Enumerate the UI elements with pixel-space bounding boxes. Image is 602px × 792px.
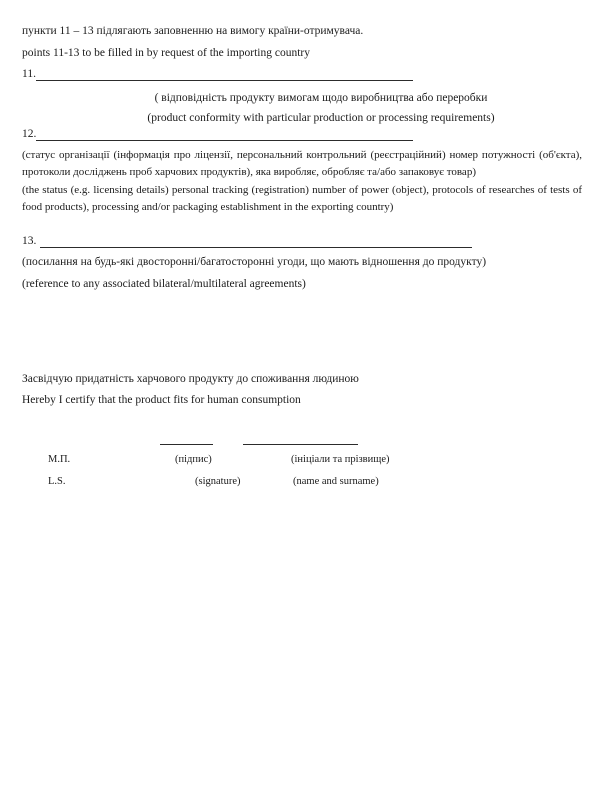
signature-caption-ua: (підпис)	[175, 454, 212, 465]
certification-ua: Засвідчую придатність харчового продукту до споживання людиною	[22, 373, 359, 385]
name-blank-field[interactable]	[243, 431, 358, 445]
item-12-caption-en: (the status (e.g. licensing details) personal tracking (registration) number of power (object), protocols of researches of tests of food products), processing and/or packaging establishment in the exporting country)	[22, 184, 582, 213]
item-11-caption-en: (product conformity with particular production or processing requirements)	[147, 112, 495, 124]
item-12-number: 12.	[22, 128, 37, 140]
certification-en: Hereby I certify that the product fits for human consumption	[22, 394, 301, 406]
note-en: points 11-13 to be filled in by request of the importing country	[22, 47, 310, 59]
item-11-caption-ua: ( відповідність продукту вимогам щодо виробництва або переробки	[154, 92, 488, 104]
item-13-row	[22, 234, 472, 248]
item-13-caption-en: (reference to any associated bilateral/multilateral agreements)	[22, 278, 306, 290]
item-12-blank-field[interactable]	[36, 128, 413, 141]
item-12-row	[22, 127, 413, 141]
name-caption-ua: (ініціали та прізвище)	[291, 454, 390, 465]
signature-blank-field[interactable]	[160, 431, 213, 445]
item-11-blank-field[interactable]	[36, 68, 413, 81]
signature-caption-en: (signature)	[195, 476, 241, 487]
item-13-caption-ua: (посилання на будь-які двосторонні/багатосторонні угоди, що мають відношення до продукту)	[22, 256, 487, 268]
item-12-captions	[22, 147, 582, 215]
item-13-blank-field[interactable]	[40, 235, 472, 248]
seal-label-en: L.S.	[48, 476, 66, 487]
note-ua: пункти 11 – 13 підлягають заповненню на вимогу країни-отримувача.	[22, 25, 364, 37]
seal-label-ua: М.П.	[48, 454, 71, 465]
name-caption-en: (name and surname)	[293, 476, 379, 487]
item-13-number: 13.	[22, 235, 37, 247]
item-12-caption-ua: (статус організації (інформація про ліцензії, персональний контрольний (реєстраційний) номер потужності (об'єкта), протоколи досліджень проб харчових продуктів), яка виробляє, обробляє та/або запаковує товар)	[22, 149, 582, 178]
item-11-number: 11.	[22, 68, 36, 80]
item-11-row	[22, 67, 413, 81]
